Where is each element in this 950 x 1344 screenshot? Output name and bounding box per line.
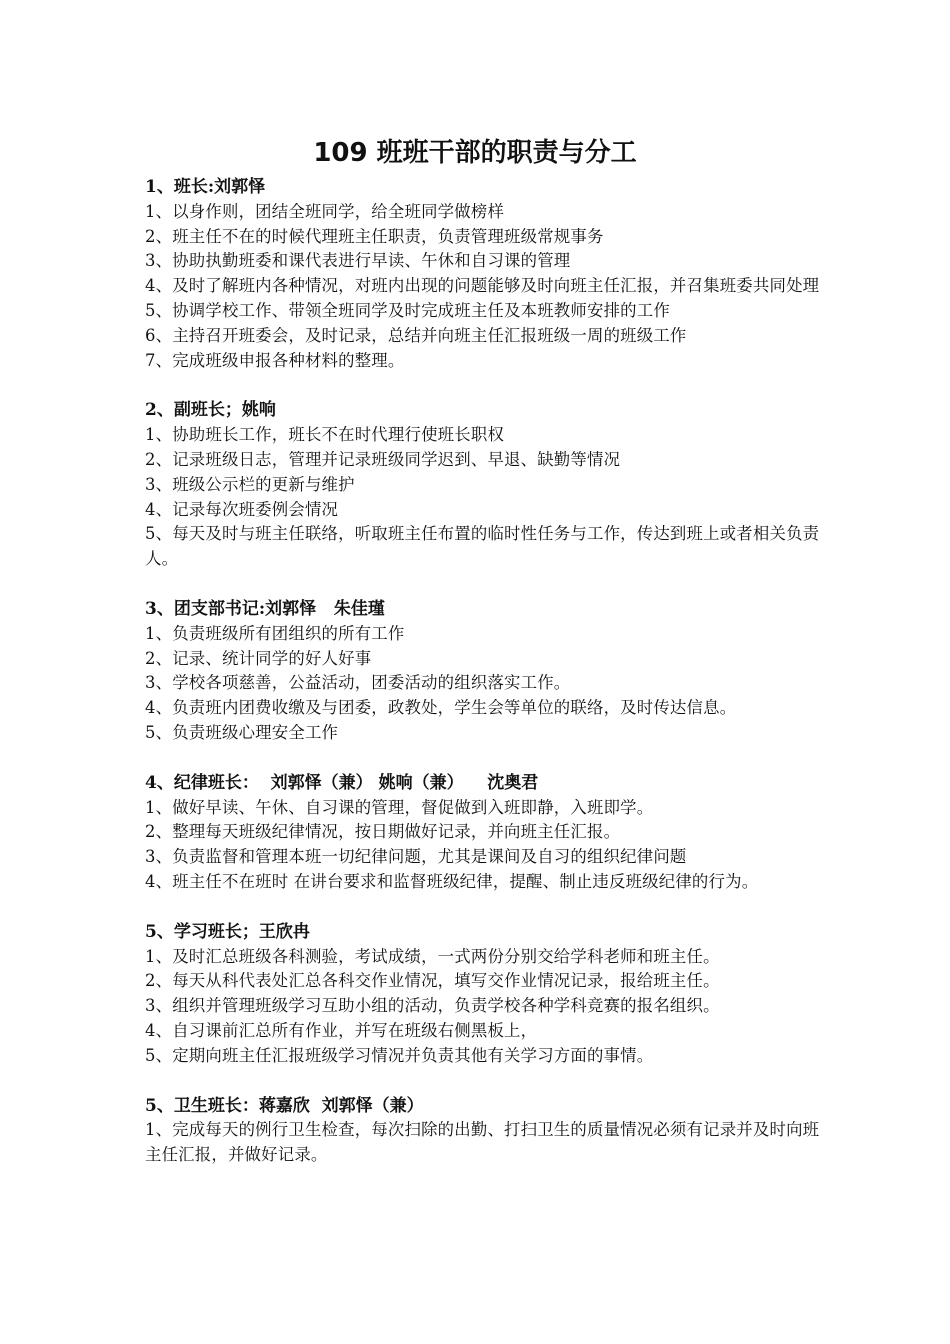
section-league-secretary xyxy=(145,597,825,746)
duty-item: 2、记录、统计同学的好人好事 xyxy=(145,648,372,668)
duty-item: 4、负责班内团费收缴及与团委，政教处，学生会等单位的联络，及时传达信息。 xyxy=(145,698,737,718)
duty-item: 1、及时汇总班级各科测验，考试成绩，一式两份分别交给学科老师和班主任。 xyxy=(145,946,720,966)
section-heading: 5、卫生班长：蒋嘉欣 刘郭怿（兼） xyxy=(145,1095,424,1116)
duty-item: 1、做好早读、午休、自习课的管理，督促做到入班即静，入班即学。 xyxy=(145,797,654,817)
duty-item: 1、负责班级所有团组织的所有工作 xyxy=(145,623,405,643)
section-heading: 1、班长:刘郭怿 xyxy=(145,177,266,197)
duty-item: 5、定期向班主任汇报班级学习情况并负责其他有关学习方面的事情。 xyxy=(145,1045,654,1065)
duty-item: 4、及时了解班内各种情况，对班内出现的问题能够及时向班主任汇报，并召集班委共同处理 xyxy=(145,276,820,296)
duty-item: 2、每天从科代表处汇总各科交作业情况，填写交作业情况记录，报给班主任。 xyxy=(145,971,720,991)
duty-item: 6、主持召开班委会，及时记录，总结并向班主任汇报班级一周的班级工作 xyxy=(145,325,687,345)
duty-item: 5、每天及时与班主任联络，听取班主任布置的临时性任务与工作，传达到班上或者相关负责人。 xyxy=(145,524,820,569)
document-title: 109 班班干部的职责与分工 xyxy=(313,138,637,168)
section-discipline-monitor xyxy=(145,771,825,895)
section-heading: 3、团支部书记:刘郭怿 朱佳瑾 xyxy=(145,598,385,619)
duty-item: 3、负责监督和管理本班一切纪律问题，尤其是课间及自习的组织纪律问题 xyxy=(145,847,687,867)
duty-item: 4、记录每次班委例会情况 xyxy=(145,499,339,519)
section-heading: 5、学习班长；王欣冉 xyxy=(145,921,310,942)
section-monitor xyxy=(145,175,825,373)
duty-item: 7、完成班级申报各种材料的整理。 xyxy=(145,350,405,370)
duty-item: 3、组织并管理班级学习互助小组的活动，负责学校各种学科竞赛的报名组织。 xyxy=(145,996,720,1016)
section-heading: 4、纪律班长： 刘郭怿（兼） 姚响（兼） 沈奥君 xyxy=(145,772,539,793)
duty-item: 2、整理每天班级纪律情况，按日期做好记录，并向班主任汇报。 xyxy=(145,822,621,842)
duty-item: 5、协调学校工作、带领全班同学及时完成班主任及本班教师安排的工作 xyxy=(145,300,670,320)
section-heading: 2、副班长；姚响 xyxy=(145,400,276,421)
duty-item: 1、完成每天的例行卫生检查，每次扫除的出勤、打扫卫生的质量情况必须有记录并及时向班主任汇报，并做好记录。 xyxy=(145,1120,820,1165)
section-study-monitor xyxy=(145,920,825,1069)
duty-item: 3、学校各项慈善，公益活动，团委活动的组织落实工作。 xyxy=(145,673,571,693)
duty-item: 2、记录班级日志，管理并记录班级同学迟到、早退、缺勤等情况 xyxy=(145,449,621,469)
section-vice-monitor xyxy=(145,398,825,572)
document-body xyxy=(145,175,825,1193)
duty-item: 3、班级公示栏的更新与维护 xyxy=(145,474,355,494)
duty-item: 2、班主任不在的时候代理班主任职责，负责管理班级常规事务 xyxy=(145,226,604,246)
duty-item: 5、负责班级心理安全工作 xyxy=(145,722,339,742)
duty-item: 3、协助执勤班委和课代表进行早读、午休和自习课的管理 xyxy=(145,251,571,271)
duty-item: 4、班主任不在班时 在讲台要求和监督班级纪律，提醒、制止违反班级纪律的行为。 xyxy=(145,871,759,891)
duty-item: 1、协助班长工作，班长不在时代理行使班长职权 xyxy=(145,425,505,445)
section-hygiene-monitor xyxy=(145,1094,825,1168)
duty-item: 4、自习课前汇总所有作业，并写在班级右侧黑板上， xyxy=(145,1020,538,1040)
duty-item: 1、以身作则，团结全班同学，给全班同学做榜样 xyxy=(145,201,505,221)
